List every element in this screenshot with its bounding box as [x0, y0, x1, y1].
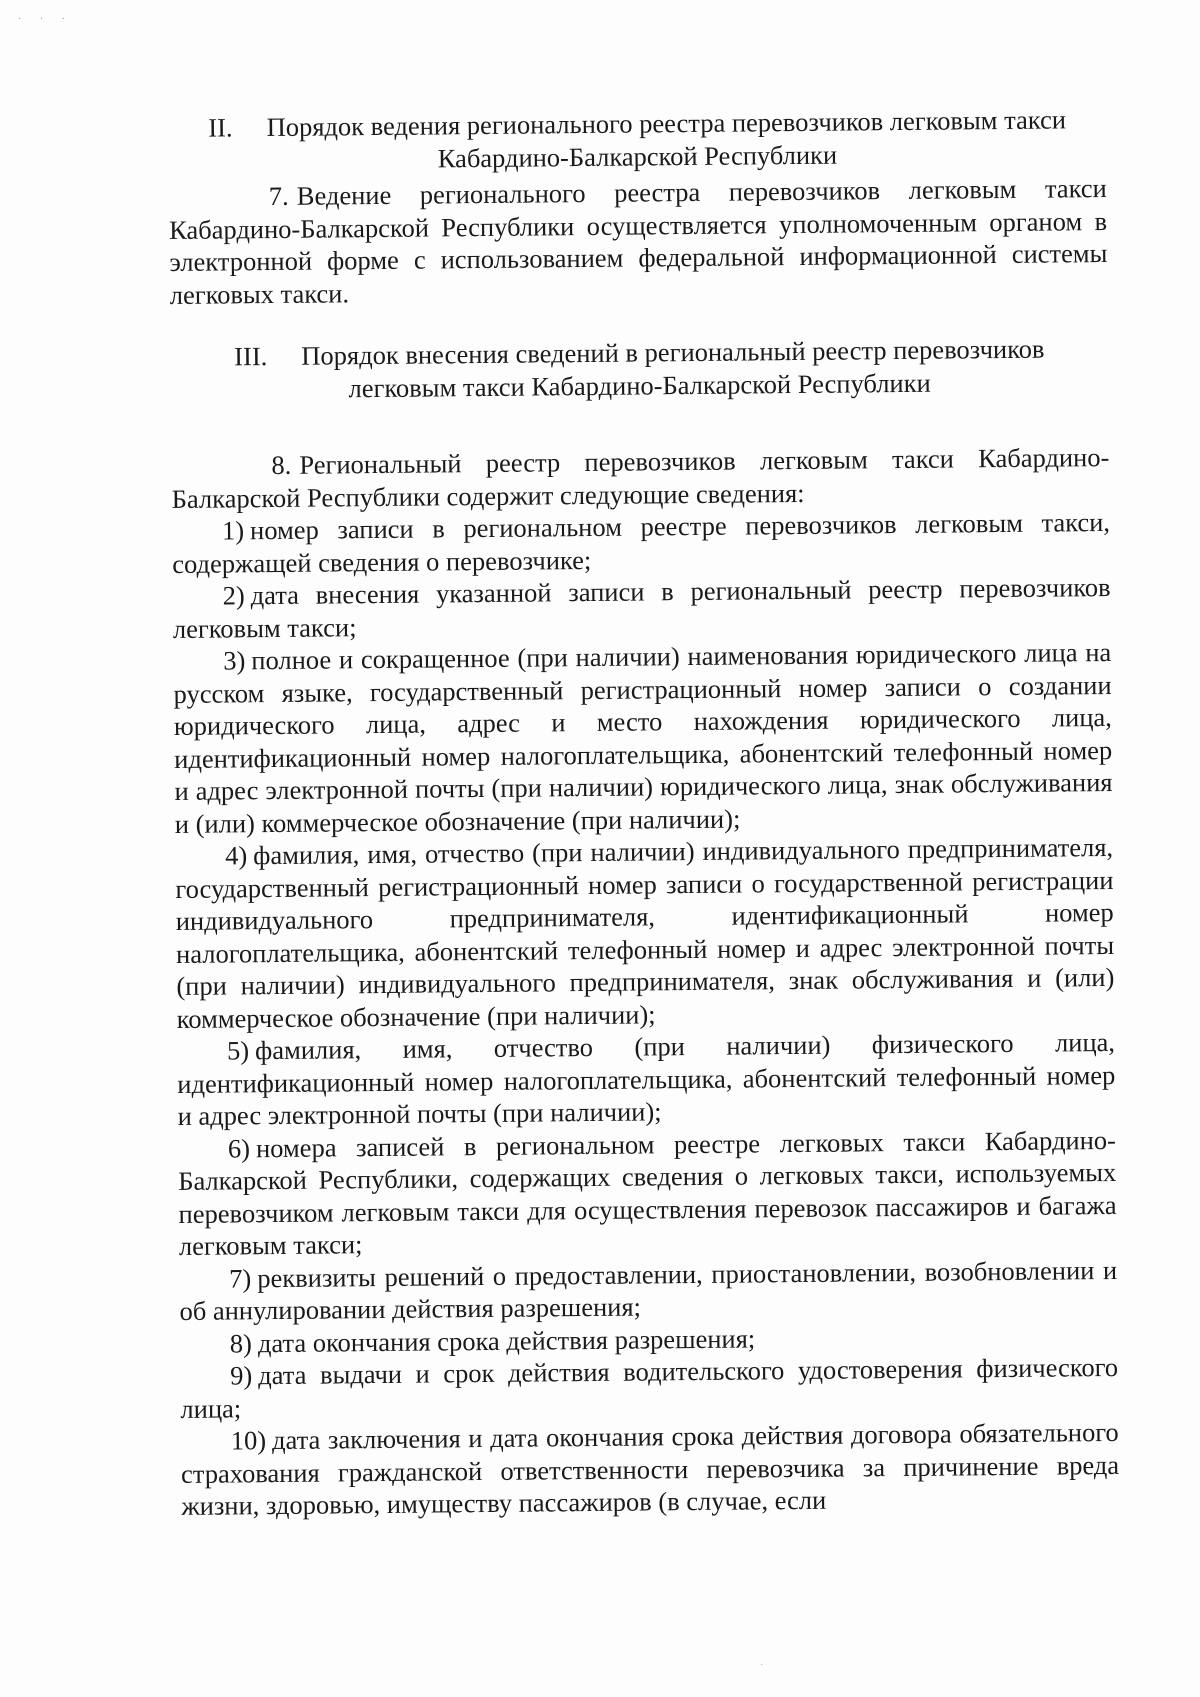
list-item-number: 3) [223, 645, 246, 676]
list-item [179, 1253, 1118, 1327]
list-item-number: 1) [221, 515, 245, 546]
list-item-number: 6) [227, 1132, 251, 1163]
list-item-text: дата окончания срока действия разрешения; [257, 1322, 756, 1358]
scan-artifact: · [760, 1660, 764, 1671]
section-2-heading [168, 103, 1107, 177]
list-item [173, 636, 1113, 840]
paragraph-7-number: 7. [268, 180, 289, 212]
paragraph-8-number: 8. [271, 449, 292, 481]
list-item [172, 571, 1111, 645]
list-item-text: номер записи в региональном реестре перевозчиков легковым такси, содержащей сведения о перевозчике; [172, 506, 1111, 579]
list-item [178, 1123, 1117, 1262]
section-3-title-line2: легковым такси Кабардино-Балкарской Республики [348, 367, 931, 403]
section-3-number: III. [234, 341, 268, 372]
list-item [180, 1351, 1119, 1425]
paragraph-8 [171, 441, 1110, 515]
list-item [177, 1026, 1116, 1132]
section-3-heading [170, 332, 1109, 406]
list-item-text: полное и сокращенное (при наличии) наименования юридического лица на русском языке, государственный регистрационный номер записи о создании юридического лица, адрес и место нахождения юридического лица, идентификационный номер налогоплательщика, абонентский телефонный номер и адрес электронной почты (при наличии) юридического лица, знак обслуживания и (или) коммерческое обозначение (при наличии); [173, 636, 1113, 839]
list-item-number: 7) [229, 1262, 252, 1293]
list-item-text: дата выдачи и срок действия водительского удостоверения физического лица; [180, 1351, 1119, 1424]
list-item-number: 4) [224, 840, 248, 871]
list-item [175, 831, 1115, 1035]
section-3-title-text: Порядок внесения сведений в региональный реестр перевозчиков [301, 333, 1045, 371]
paragraph-7 [169, 172, 1108, 311]
list-item-text: дата внесения указанной записи в региональный реестр перевозчиков легковым такси; [172, 571, 1111, 644]
list-item-text: фамилия, имя, отчество (при наличии) индивидуального предпринимателя, государственный регистрационный номер записи о государственной регистрации индивидуального предпринимателя, идентификационный номер налогоплательщика, абонентский телефонный номер и адрес электронной почты (при наличии) индивидуального предпринимателя, знак обслуживания и (или) коммерческое обозначение (при наличии); [175, 831, 1115, 1034]
list-item-number: 5) [226, 1035, 250, 1066]
paragraph-8-text: Региональный реестр перевозчиков легковым такси Кабардино-Балкарской Республики содержит следующие сведения: [171, 441, 1110, 514]
list-item [181, 1416, 1120, 1522]
list-item-number: 8) [229, 1327, 253, 1358]
section-2-number: II. [208, 112, 233, 143]
paragraph-7-text: Ведение регионального реестра перевозчиков легковым такси Кабардино-Балкарской Республики осуществляется уполномоченным органом в электронной форме с использованием федеральной информационной системы легковых такси. [168, 172, 1108, 310]
list-item [172, 506, 1111, 580]
list-item-text: дата заключения и дата окончания срока действия договора обязательного страхования гражданской ответственности перевозчика за причинение вреда жизни, здоровью, имуществу пассажиров (в случае, если [180, 1416, 1120, 1521]
list-item-number: 10) [230, 1425, 267, 1456]
document-body [168, 103, 1119, 1522]
list-item-number: 2) [222, 580, 245, 611]
section-2-title-line2: Кабардино-Балкарской Республики [437, 139, 838, 173]
list-item-text: фамилия, имя, отчество (при наличии) физического лица, идентификационный номер налогоплательщика, абонентский телефонный номер и адрес электронной почты (при наличии); [177, 1026, 1116, 1131]
list-item-text: номера записей в региональном реестре легковых такси Кабардино-Балкарской Республики, содержащих сведения о легковых такси, используемых перевозчиком легковым такси для осуществления перевозок пассажиров и багажа легковым такси; [178, 1124, 1117, 1261]
list-item-text: реквизиты решений о предоставлении, приостановлении, возобновлении и об аннулировании действия разрешения; [179, 1254, 1118, 1326]
scan-artifact: · · · [18, 14, 73, 25]
section-2-title-text: Порядок ведения регионального реестра перевозчиков легковым такси [266, 104, 1067, 143]
list-item-number: 9) [229, 1360, 253, 1391]
